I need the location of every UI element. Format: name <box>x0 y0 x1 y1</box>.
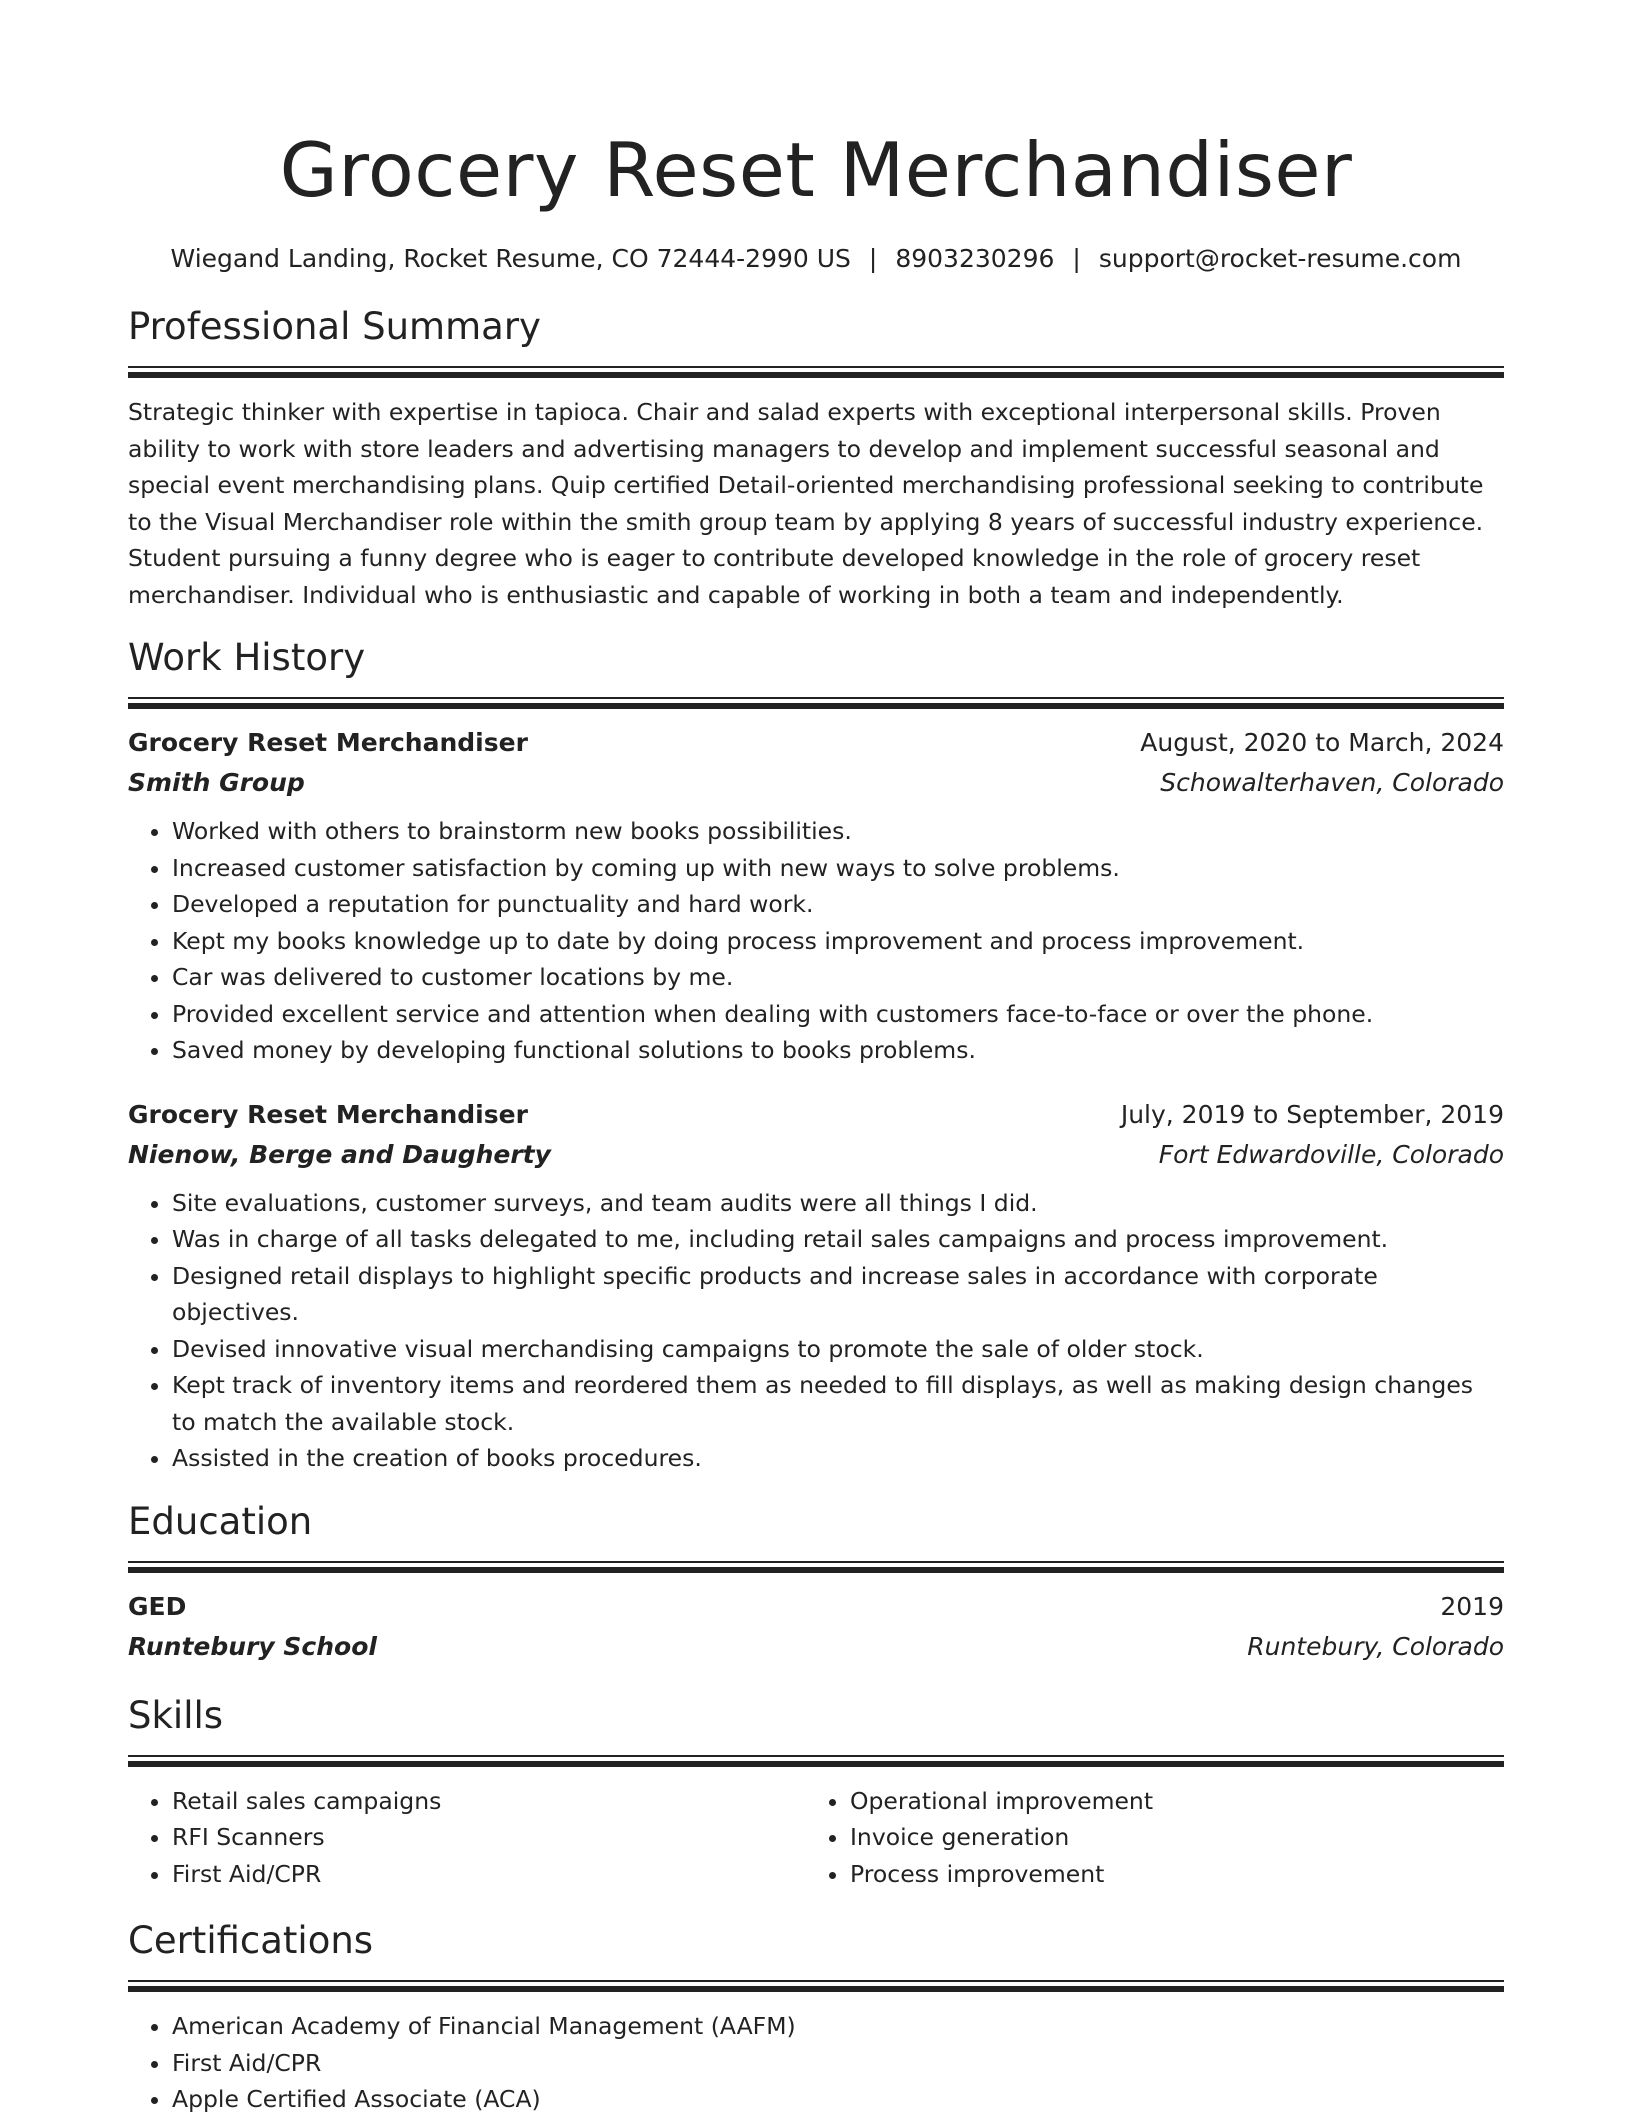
job-entry <box>128 1095 1504 1477</box>
section-divider <box>128 366 1504 368</box>
job-company: Smith Group <box>128 768 305 797</box>
summary-section <box>128 302 1504 613</box>
resume-page <box>128 0 1504 2118</box>
education-section <box>128 1497 1504 1667</box>
education-location: Runtebury, Colorado <box>1247 1631 1504 1661</box>
list-item: • Saved money by developing functional solutions to books problems. <box>172 1032 1504 1069</box>
skills-column-right <box>806 1783 1484 1893</box>
section-divider-thick <box>128 1986 1504 1992</box>
job-dates: July, 2019 to September, 2019 <box>1120 1099 1504 1129</box>
skill-item: • Retail sales campaigns <box>172 1783 806 1820</box>
job-location: Fort Edwardoville, Colorado <box>1158 1139 1504 1169</box>
job-dates: August, 2020 to March, 2024 <box>1140 728 1504 757</box>
contact-phone[interactable]: 8903230296 <box>895 244 1055 273</box>
section-divider-thick <box>128 372 1504 378</box>
job-entry <box>128 723 1504 1069</box>
contact-email[interactable]: support@rocket-resume.com <box>1098 244 1462 273</box>
skills-list <box>806 1783 1484 1893</box>
certification-item: • Apple Certified Associate (ACA) <box>172 2081 1504 2118</box>
education-header <box>128 1587 1504 1627</box>
list-item: • Devised innovative visual merchandising campaigns to promote the sale of older stock. <box>172 1331 1504 1368</box>
skill-item: • Operational improvement <box>850 1783 1484 1820</box>
skills-column-left <box>128 1783 806 1893</box>
skill-item: • RFI Scanners <box>172 1819 806 1856</box>
list-item: • Site evaluations, customer surveys, and team audits were all things I did. <box>172 1185 1504 1222</box>
list-item: • Was in charge of all tasks delegated to me, including retail sales campaigns and process improvement. <box>172 1221 1504 1258</box>
contact-address: Wiegand Landing, Rocket Resume, CO 72444-2990 US <box>170 244 851 273</box>
skill-item: • First Aid/CPR <box>172 1856 806 1893</box>
list-item: • Worked with others to brainstorm new books possibilities. <box>172 813 1504 850</box>
section-title-skills: Skills <box>128 1693 224 1737</box>
job-header <box>128 1095 1504 1135</box>
section-title-certifications: Certifications <box>128 1919 374 1962</box>
section-title-summary: Professional Summary <box>128 305 541 348</box>
job-title: Grocery Reset Merchandiser <box>128 1099 528 1129</box>
section-divider-thick <box>128 1567 1504 1573</box>
work-history-section <box>128 633 1504 1477</box>
skills-section <box>128 1691 1504 1893</box>
job-subheader <box>128 763 1504 803</box>
candidate-name: Grocery Reset Merchandiser <box>279 126 1353 214</box>
certification-item: • First Aid/CPR <box>172 2045 1504 2082</box>
list-item: • Kept track of inventory items and reordered them as needed to fill displays, as well as making design changes to match the available stock. <box>172 1367 1504 1440</box>
section-divider <box>128 1755 1504 1757</box>
education-subheader <box>128 1627 1504 1667</box>
job-subheader <box>128 1135 1504 1175</box>
section-divider <box>128 697 1504 699</box>
education-degree: GED <box>128 1591 187 1621</box>
education-year: 2019 <box>1440 1591 1504 1621</box>
section-divider <box>128 1980 1504 1982</box>
section-divider-thick <box>128 703 1504 709</box>
section-divider-thick <box>128 1761 1504 1767</box>
certifications-list <box>128 2008 1504 2118</box>
job-location: Schowalterhaven, Colorado <box>1160 768 1504 797</box>
contact-separator: | <box>868 244 878 273</box>
contact-line <box>128 242 1504 276</box>
job-bullets <box>128 813 1504 1069</box>
list-item: • Provided excellent service and attention when dealing with customers face-to-face or over the phone. <box>172 996 1504 1033</box>
contact-separator: | <box>1072 244 1081 273</box>
list-item: • Car was delivered to customer locations by me. <box>172 959 1504 996</box>
list-item: • Assisted in the creation of books procedures. <box>172 1440 1504 1477</box>
list-item: • Developed a reputation for punctuality and hard work. <box>172 886 1504 923</box>
education-entry <box>128 1587 1504 1667</box>
skills-grid <box>128 1783 1504 1893</box>
section-divider <box>128 1561 1504 1563</box>
job-bullets <box>128 1185 1504 1477</box>
education-school: Runtebury School <box>128 1631 377 1661</box>
section-title-work-history: Work History <box>128 636 366 679</box>
job-title: Grocery Reset Merchandiser <box>128 728 528 757</box>
summary-text: Strategic thinker with expertise in tapioca. Chair and salad experts with exceptional interpersonal skills. Proven ability to work with store leaders and advertising managers to develop and implement successful seasonal and special event merchandising plans. Quip certified Detail-oriented merchandising professional seeking to contribute to the Visual Merchandiser role within the smith group team by applying 8 years of successful industry experience. Student pursuing a funny degree who is eager to contribute developed knowledge in the role of grocery reset merchandiser. Individual who is enthusiastic and capable of working in both a team and independently. <box>128 398 1484 609</box>
skill-item: • Process improvement <box>850 1856 1484 1893</box>
skills-list <box>128 1783 806 1893</box>
certification-item: • American Academy of Financial Management (AAFM) <box>172 2008 1504 2045</box>
list-item: • Increased customer satisfaction by coming up with new ways to solve problems. <box>172 850 1504 887</box>
section-title-education: Education <box>128 1499 313 1543</box>
certifications-section <box>128 1916 1504 2118</box>
list-item: • Kept my books knowledge up to date by doing process improvement and process improvement. <box>172 923 1504 960</box>
list-item: • Designed retail displays to highlight specific products and increase sales in accordance with corporate objectives. <box>172 1258 1504 1331</box>
job-header <box>128 723 1504 763</box>
skill-item: • Invoice generation <box>850 1819 1484 1856</box>
job-company: Nienow, Berge and Daugherty <box>128 1139 551 1169</box>
